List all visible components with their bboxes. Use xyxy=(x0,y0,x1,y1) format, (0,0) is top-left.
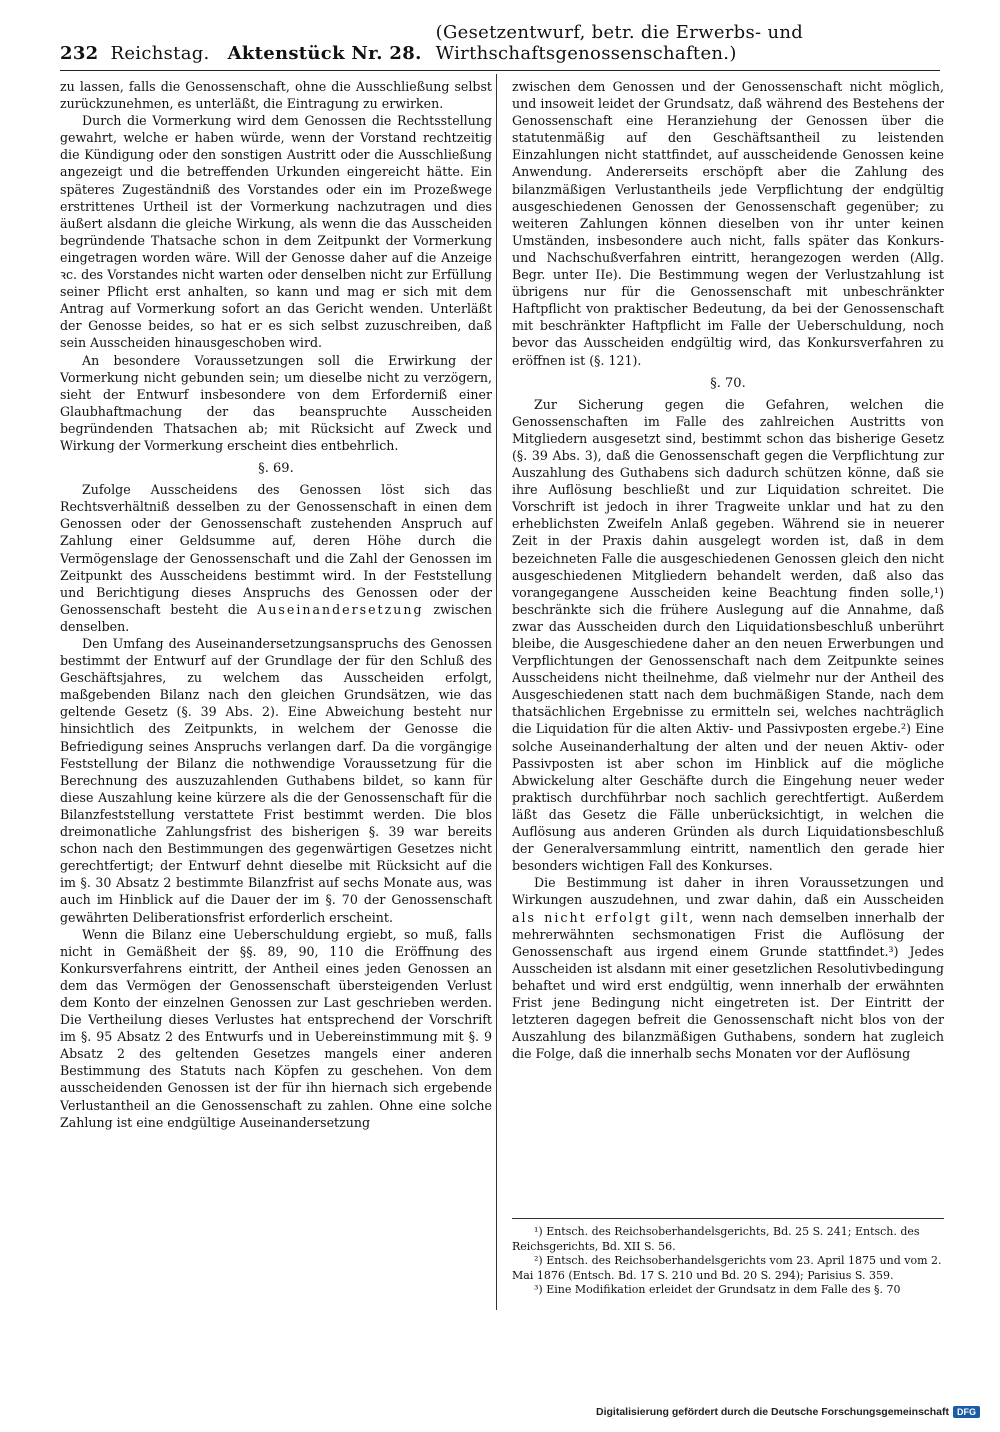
right-column xyxy=(512,78,944,1062)
paragraph-text: Die Bestimmung ist daher in ihren Voraussetzungen und Wirkungen auszudehnen, und zwar dahin, daß ein Ausscheiden xyxy=(512,875,944,908)
paragraph: Durch die Vormerkung wird dem Genossen die Rechtsstellung gewahrt, welche er haben würde, wenn der Vorstand rechtzeitig die Kündigung oder den sonstigen Austritt oder die Ausschließung angezeigt und die betreffenden Urkunden eingereicht hätte. Ein späteres Zugeständniß des Vorstandes oder ein im Prozeßwege erstrittenes Urtheil ist der Vormerkung nachzutragen und dies äußert alsdann die gleiche Wirkung, als wenn die das Ausscheiden begründende Thatsache schon in dem Zeitpunkt der Vormerkung eingetragen worden wäre. Will der Genosse daher auf die Anzeige ꝛc. des Vorstandes nicht warten oder denselben nicht zur Erfüllung seiner Pflicht erst anhalten, so kann und mag er sich mit dem Antrag auf Vormerkung sofort an das Gericht wenden. Unterläßt der Genosse beides, so hat er es sich selbst zuzuschreiben, daß sein Ausscheiden hinausgeschoben wird. xyxy=(60,113,492,351)
footnote-3: ³) Eine Modifikation erleidet der Grundsatz in dem Falle des §. 70 xyxy=(534,1283,901,1296)
emphasized-term: als nicht erfolgt gilt, xyxy=(512,909,696,925)
page-number: 232 xyxy=(60,43,99,64)
dfg-logo-icon: DFG xyxy=(953,1406,980,1418)
footnote-2: ²) Entsch. des Reichsoberhandelsgerichts vom 23. April 1875 und vom 2. Mai 1876 (Entsch. Bd. 17 S. 210 und Bd. 20 S. 294); Parisius S. 359. xyxy=(512,1254,942,1282)
publication-name: Reichstag. xyxy=(110,43,210,64)
paragraph-text: zwischen denselben. xyxy=(60,601,492,634)
paragraph xyxy=(60,481,492,635)
paragraph-text: wenn nach demselben innerhalb der mehrerwähnten sechsmonatigen Frist die Auflösung der Genossenschaft aus irgend einem Grunde stattfindet.³) Jedes Ausscheiden ist alsdann mit einer gesetzlichen Resolutivbedingung behaftet und wird erst endgültig, wenn innerhalb der erwähnten Frist jene Bedingung nicht eingetreten ist. Der Eintritt der letzteren dagegen befreit die Genossenschaft nicht blos von der Auszahlung des bilanzmäßigen Guthabens, sondern hat zugleich die Folge, daß die innerhalb sechs Monaten vor der Auflösung xyxy=(512,909,944,1062)
credit-text: Digitalisierung gefördert durch die Deutsche Forschungsgemeinschaft xyxy=(596,1406,949,1418)
left-column xyxy=(60,78,492,1131)
paragraph: zu lassen, falls die Genossenschaft, ohne die Ausschließung selbst zurückzunehmen, es unterläßt, die Eintragung zu erwirken. xyxy=(60,79,492,112)
document-title: (Gesetzentwurf, betr. die Erwerbs- und Wirthschaftsgenossenschaften.) xyxy=(435,22,804,64)
section-heading-69: §. 69. xyxy=(258,461,294,477)
digitization-credit xyxy=(596,1406,980,1418)
footnote-1: ¹) Entsch. des Reichsoberhandelsgerichts, Bd. 25 S. 241; Entsch. des Reichsgerichts, Bd. XII S. 56. xyxy=(512,1225,920,1253)
document-number: Aktenstück Nr. 28. xyxy=(227,43,422,64)
footnotes xyxy=(512,1218,944,1298)
emphasized-term: Auseinandersetzung xyxy=(257,601,424,617)
paragraph: zwischen dem Genossen und der Genossenschaft nicht möglich, und insoweit leidet der Grundsatz, daß während des Bestehens der Genossenschaft eine Heranziehung der Genossen über die statutenmäßig auf den Geschäftsantheil zu leistenden Einzahlungen nicht stattfindet, auf ausscheidende Genossen keine Anwendung. Andererseits erschöpft aber die Zahlung des bilanzmäßigen Verlustantheils jede Verpflichtung der endgültig ausgeschiedenen Genossen der Genossenschaft gegenüber; zu weiteren Zahlungen können dieselben von ihr unter keinen Umständen, insbesondere auch nicht, falls später das Konkurs- und Nachschußverfahren eintritt, herangezogen werden (Allg. Begr. unter IIe). Die Bestimmung wegen der Verlustzahlung ist übrigens nur für die Genossenschaft mit unbeschränkter Haftpflicht von praktischer Bedeutung, da bei der Genossenschaft mit beschränkter Haftpflicht im Falle der Ueberschuldung, noch bevor das Ausscheiden endgültig wird, das Konkursverfahren zu eröffnen ist (§. 121). xyxy=(512,79,944,368)
page-header xyxy=(60,22,940,71)
paragraph: Wenn die Bilanz eine Ueberschuldung ergiebt, so muß, falls nicht in Gemäßheit der §§. 89, 90, 110 die Eröffnung des Konkursverfahrens eintritt, der Antheil eines jeden Genossen an dem das Vermögen der Genossenschaft übersteigenden Verlust dem Konto der einzelnen Genossen zur Last geschrieben werden. Die Vertheilung dieses Verlustes hat entsprechend der Vorschrift im §. 95 Absatz 2 des Entwurfs und in Uebereinstimmung mit §. 9 Absatz 2 des geltenden Gesetzes mangels einer anderen Bestimmung des Statuts nach Köpfen zu geschehen. Von dem ausscheidenden Genossen ist der für ihn hiernach sich ergebende Verlustantheil an die Genossenschaft zu zahlen. Ohne eine solche Zahlung ist eine endgültige Auseinandersetzung xyxy=(60,926,492,1130)
paragraph: An besondere Voraussetzungen soll die Erwirkung der Vormerkung nicht gebunden sein; um dieselbe nicht zu verzögern, sieht der Entwurf insbesondere von dem Erforderniß einer Glaubhaftmachung der das beanspruchte Ausscheiden begründenden Thatsachen ab; mit Rücksicht auf Zweck und Wirkung der Vormerkung erscheint dies entbehrlich. xyxy=(60,352,492,453)
column-divider xyxy=(496,74,497,1310)
paragraph xyxy=(512,874,944,1062)
paragraph: Zur Sicherung gegen die Gefahren, welchen die Genossenschaften im Falle des zahlreichen Austritts von Mitgliedern ausgesetzt sind, bestimmt schon das bisherige Gesetz (§. 39 Abs. 3), daß die Genossenschaft gegen die Verpflichtung zur Auszahlung des Guthabens sich dadurch schützen könne, daß sie ihre Auflösung beschließt und zur Liquidation schreitet. Die Vorschrift ist jedoch in ihrer Tragweite unklar und hat zu den erheblichsten Zweifeln Anlaß gegeben. Während sie in neuerer Zeit in der Praxis dahin ausgelegt worden ist, daß in dem bezeichneten Falle die ausgeschiedenen Genossen gleich den nicht ausgeschiedenen Mitgliedern behandelt werden, daß also das vorangegangene Ausscheiden keine Beachtung finden solle,¹) beschränkte sich die frühere Auslegung auf die Annahme, daß zwar das Ausscheiden durch den Liquidationsbeschluß unberührt bleibe, die Ausgeschiedene daher an den neuen Erwerbungen und Verpflichtungen der Genossenschaft nach dem Zeitpunkte seines Ausscheidens nicht theilnehme, daß vielmehr nur der Antheil des Ausgeschiedenen statt nach dem buchmäßigen Stande, nach dem thatsächlichen Ergebnisse zu ermitteln sei, welches nachträglich die Liquidation für die alten Aktiv- und Passivposten ergebe.²) Eine solche Auseinanderhaltung der alten und der neuen Aktiv- oder Passivposten ist aber schon im Hinblick auf die mögliche Abwickelung alter Geschäfte durch die Eingehung neuer weder praktisch durchführbar noch sachlich gerechtfertigt. Außerdem läßt das Gesetz die Fälle unberücksichtigt, in welchen die Auflösung aus anderen Gründen als durch Liquidationsbeschluß der Generalversammlung eintritt, namentlich den gerade hier besonders wichtigen Fall des Konkurses. xyxy=(512,396,944,874)
section-heading-70: §. 70. xyxy=(710,375,746,391)
paragraph-text: Zufolge Ausscheidens des Genossen löst sich das Rechtsverhältniß desselben zu der Genossenschaft in einen dem Genossen oder der Genossenschaft zustehenden Anspruch auf Zahlung einer Geldsumme auf, deren Höhe durch die Vermögenslage der Genossenschaft und die Zahl der Genossen im Zeitpunkt des Ausscheidens bestimmt wird. In der Feststellung und Berichtigung dieses Anspruchs des Genossen oder der Genossenschaft besteht die xyxy=(60,482,492,617)
paragraph: Den Umfang des Auseinandersetzungsanspruchs des Genossen bestimmt der Entwurf auf der Grundlage der für den Schluß des Geschäftsjahres, zu welchem das Ausscheiden erfolgt, maßgebenden Bilanz nach den gleichen Grundsätzen, wie das geltende Gesetz (§. 39 Abs. 2). Eine Abweichung besteht nur hinsichtlich des Zeitpunkts, in welchem der Genosse die Befriedigung seines Anspruchs verlangen darf. Da die vorgängige Feststellung der Bilanz die nothwendige Voraussetzung für die Berechnung des auszuzahlenden Guthabens bildet, so kann für diese Auszahlung keine kürzere als die der Genossenschaft für die Bilanzfeststellung verstattete Frist bestimmt werden. Die blos dreimonatliche Zahlungsfrist des bisherigen §. 39 war bereits schon nach den Bestimmungen des gegenwärtigen Gesetzes nicht gerechtfertigt; der Entwurf dehnt dieselbe mit Rücksicht auf die im §. 30 Absatz 2 bestimmte Bilanzfrist auf sechs Monate aus, was auch im Hinblick auf die Dauer der im §. 70 der Genossenschaft gewährten Deliberationsfrist erforderlich erscheint. xyxy=(60,636,492,925)
